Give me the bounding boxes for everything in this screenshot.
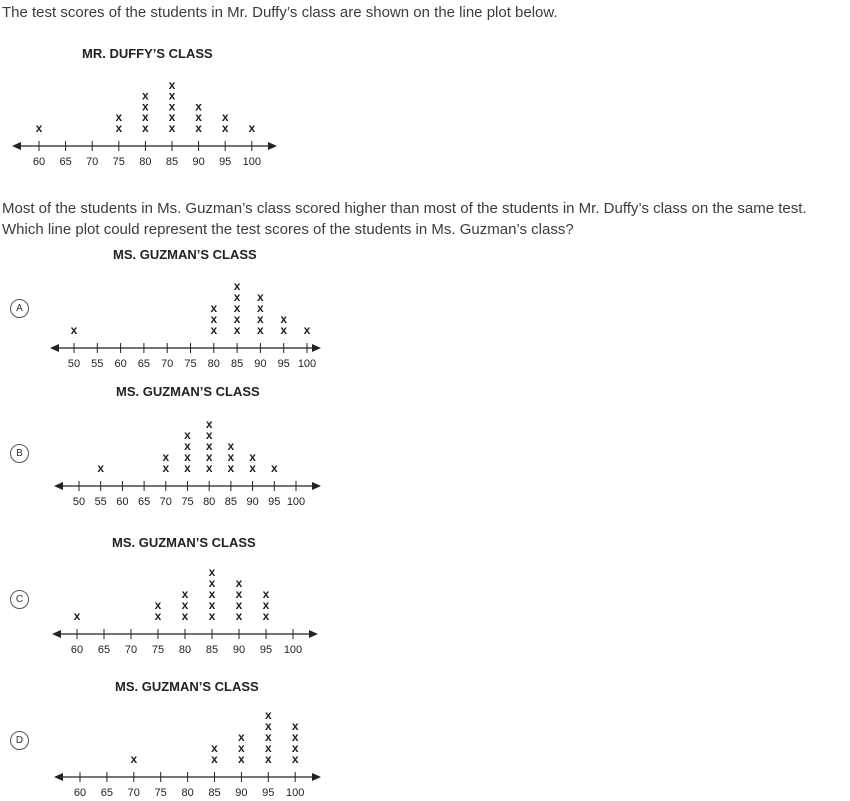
x-mark: x <box>168 110 176 125</box>
x-mark: x <box>184 428 191 442</box>
left-arrow-icon <box>54 773 63 781</box>
left-arrow-icon <box>54 482 63 490</box>
tick-label: 60 <box>114 358 127 370</box>
left-arrow-icon <box>12 142 21 150</box>
tick-label: 100 <box>242 156 261 168</box>
tick-label: 95 <box>277 358 290 370</box>
x-mark: x <box>181 598 189 612</box>
tick-label: 95 <box>219 156 232 168</box>
x-mark: x <box>227 461 235 475</box>
tick-label: 85 <box>230 358 244 370</box>
tick-label: 50 <box>72 496 86 508</box>
x-mark: x <box>208 565 216 579</box>
tick-label: 95 <box>268 496 281 508</box>
x-mark: x <box>208 609 216 623</box>
tick-label: 95 <box>262 787 275 799</box>
x-mark: x <box>154 609 162 623</box>
x-mark: x <box>195 121 202 135</box>
tick-label: 80 <box>139 156 152 168</box>
x-mark: x <box>227 439 235 453</box>
x-mark: x <box>264 730 272 744</box>
x-mark: x <box>233 323 241 337</box>
x-mark: x <box>291 719 299 733</box>
x-mark: x <box>97 461 105 475</box>
plot-title: MS. GUZMAN’S CLASS <box>115 679 259 694</box>
x-mark: x <box>115 110 123 125</box>
tick-label: 90 <box>192 156 205 168</box>
x-mark: x <box>162 450 170 464</box>
tick-label: 95 <box>259 644 273 656</box>
x-mark: x <box>168 121 176 135</box>
x-mark: x <box>73 609 81 623</box>
tick-label: 100 <box>297 358 317 370</box>
x-mark: x <box>280 312 288 326</box>
tick-label: 70 <box>159 496 172 508</box>
x-mark: x <box>205 450 213 464</box>
x-mark: x <box>208 576 216 590</box>
x-mark: x <box>195 110 202 125</box>
x-mark: x <box>262 598 270 612</box>
x-mark: x <box>264 741 272 755</box>
line-plot-optA <box>50 247 321 370</box>
option-a-letter: A <box>16 303 23 314</box>
x-mark: x <box>280 323 288 337</box>
x-mark: x <box>221 110 229 125</box>
right-arrow-icon <box>309 630 318 638</box>
tick-label: 100 <box>286 787 305 799</box>
line-plot-optD <box>54 679 321 799</box>
x-mark: x <box>248 121 256 135</box>
x-mark: x <box>270 461 278 475</box>
x-mark: x <box>35 121 43 135</box>
x-mark: x <box>154 598 162 612</box>
x-mark: x <box>142 110 149 125</box>
tick-label: 75 <box>184 358 197 370</box>
tick-label: 85 <box>208 787 221 799</box>
x-mark: x <box>210 312 218 326</box>
x-mark: x <box>210 301 218 315</box>
x-mark: x <box>184 450 191 464</box>
tick-label: 65 <box>137 358 151 370</box>
x-mark: x <box>205 439 213 453</box>
x-mark: x <box>303 323 311 337</box>
x-mark: x <box>238 730 245 744</box>
right-arrow-icon <box>312 482 321 490</box>
x-mark: x <box>291 741 299 755</box>
x-mark: x <box>130 752 138 766</box>
option-d-radio[interactable] <box>10 731 29 750</box>
right-arrow-icon <box>312 773 321 781</box>
tick-label: 60 <box>70 644 84 656</box>
x-mark: x <box>257 323 264 337</box>
x-mark: x <box>291 752 299 766</box>
tick-label: 65 <box>137 496 151 508</box>
option-b-letter: B <box>16 448 23 459</box>
x-mark: x <box>238 752 245 766</box>
line-plot-optC <box>52 535 318 656</box>
x-mark: x <box>181 587 189 601</box>
x-mark: x <box>184 461 191 475</box>
plot-title: MS. GUZMAN’S CLASS <box>112 535 256 550</box>
x-mark: x <box>257 290 264 304</box>
x-mark: x <box>249 450 256 464</box>
tick-label: 80 <box>178 644 192 656</box>
tick-label: 60 <box>32 156 46 168</box>
x-mark: x <box>184 439 191 453</box>
option-b-radio[interactable] <box>10 444 29 463</box>
question-prompt: Which line plot could represent the test scores of the students in Ms. Guzman’s class? <box>2 221 574 238</box>
x-mark: x <box>264 752 272 766</box>
tick-label: 85 <box>224 496 238 508</box>
x-mark: x <box>233 279 241 293</box>
x-mark: x <box>195 99 202 114</box>
tick-label: 80 <box>207 358 220 370</box>
plot-title: MS. GUZMAN’S CLASS <box>116 384 260 399</box>
x-mark: x <box>205 461 213 475</box>
tick-label: 100 <box>286 496 306 508</box>
x-mark: x <box>142 99 149 114</box>
tick-label: 90 <box>235 787 248 799</box>
x-mark: x <box>205 428 213 442</box>
x-mark: x <box>168 99 176 114</box>
question-statement: Most of the students in Ms. Guzman’s class scored higher than most of the students in Mr. Duffy’s class on the same test. <box>2 200 807 217</box>
tick-label: 90 <box>254 358 267 370</box>
x-mark: x <box>264 708 272 722</box>
tick-label: 75 <box>154 787 167 799</box>
x-mark: x <box>115 121 123 135</box>
tick-label: 55 <box>94 496 107 508</box>
tick-label: 100 <box>283 644 303 656</box>
left-arrow-icon <box>50 344 59 352</box>
tick-label: 65 <box>100 787 114 799</box>
tick-label: 65 <box>59 156 72 168</box>
x-mark: x <box>235 587 243 601</box>
x-mark: x <box>233 312 241 326</box>
left-arrow-icon <box>52 630 61 638</box>
plot-title: MS. GUZMAN’S CLASS <box>113 247 257 262</box>
x-mark: x <box>168 77 176 92</box>
x-mark: x <box>181 609 189 623</box>
line-plot-optB <box>54 384 321 508</box>
right-arrow-icon <box>268 142 277 150</box>
tick-label: 85 <box>205 644 219 656</box>
option-c-letter: C <box>15 594 24 605</box>
x-mark: x <box>235 576 243 590</box>
x-mark: x <box>235 598 243 612</box>
option-a-radio[interactable] <box>10 299 29 318</box>
x-mark: x <box>291 730 299 744</box>
tick-label: 75 <box>181 496 194 508</box>
tick-label: 70 <box>127 787 140 799</box>
x-mark: x <box>264 719 272 733</box>
x-mark: x <box>233 290 241 304</box>
x-mark: x <box>221 121 229 135</box>
x-mark: x <box>208 598 216 612</box>
tick-label: 80 <box>181 787 194 799</box>
tick-label: 50 <box>67 358 81 370</box>
tick-label: 70 <box>161 358 174 370</box>
x-mark: x <box>235 609 243 623</box>
x-mark: x <box>257 312 264 326</box>
x-mark: x <box>208 587 216 601</box>
x-mark: x <box>168 88 176 103</box>
x-mark: x <box>227 450 235 464</box>
x-mark: x <box>233 301 241 315</box>
tick-label: 90 <box>246 496 259 508</box>
x-mark: x <box>142 88 149 103</box>
x-mark: x <box>262 587 270 601</box>
tick-label: 75 <box>112 156 125 168</box>
x-mark: x <box>210 323 218 337</box>
line-plot-duffy <box>12 46 277 168</box>
x-mark: x <box>238 741 245 755</box>
tick-label: 90 <box>232 644 246 656</box>
tick-label: 55 <box>91 358 104 370</box>
tick-label: 65 <box>97 644 111 656</box>
tick-label: 80 <box>203 496 216 508</box>
tick-label: 60 <box>73 787 87 799</box>
plot-title: MR. DUFFY’S CLASS <box>82 46 213 61</box>
x-mark: x <box>162 461 170 475</box>
x-mark: x <box>249 461 256 475</box>
x-mark: x <box>262 609 270 623</box>
tick-label: 70 <box>124 644 138 656</box>
tick-label: 60 <box>116 496 129 508</box>
option-c-radio[interactable] <box>10 590 29 609</box>
x-mark: x <box>205 417 213 431</box>
x-mark: x <box>211 752 218 766</box>
x-mark: x <box>70 323 78 337</box>
x-mark: x <box>211 741 218 755</box>
tick-label: 85 <box>165 156 179 168</box>
right-arrow-icon <box>312 344 321 352</box>
tick-label: 70 <box>86 156 99 168</box>
x-mark: x <box>142 121 149 135</box>
question-intro: The test scores of the students in Mr. Duffy’s class are shown on the line plot below. <box>2 4 558 21</box>
option-d-letter: D <box>15 735 24 746</box>
tick-label: 75 <box>151 644 165 656</box>
x-mark: x <box>257 301 264 315</box>
